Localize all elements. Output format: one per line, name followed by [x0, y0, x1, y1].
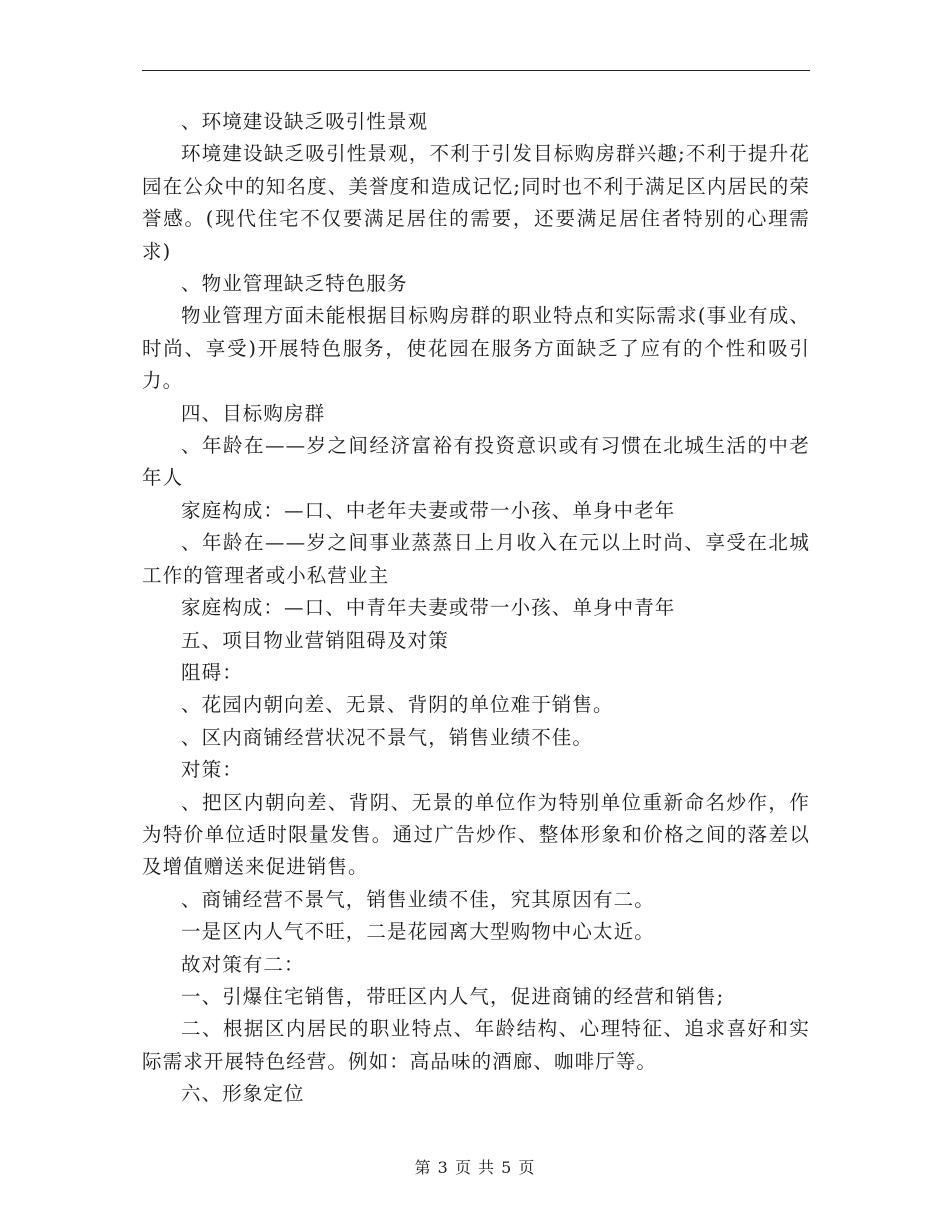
footer-suffix: 页 — [518, 1158, 536, 1177]
paragraph: 、商铺经营不景气，销售业绩不佳，究其原因有二。 — [181, 887, 655, 911]
footer-prefix: 第 — [414, 1158, 432, 1177]
paragraph: 家庭构成：—口、中青年夫妻或带一小孩、单身中青年 — [181, 596, 676, 620]
footer-total-pages: 5 — [501, 1158, 513, 1177]
paragraph: 一是区内人气不旺，二是花园离大型购物中心太近。 — [181, 920, 655, 944]
section-heading: 五、项目物业营销阻碍及对策 — [181, 628, 449, 652]
paragraph: 故对策有二： — [181, 952, 305, 976]
paragraph: 、花园内朝向差、无景、背阴的单位难于销售。 — [181, 693, 614, 717]
paragraph: 、物业管理缺乏特色服务 — [181, 272, 408, 296]
paragraph: 一、引爆住宅销售，带旺区内人气，促进商铺的经营和销售; — [181, 984, 725, 1008]
section-heading: 六、形象定位 — [181, 1082, 305, 1106]
page-footer — [0, 1155, 950, 1178]
paragraph: 、年龄在——岁之间事业蒸蒸日上月收入在元以上时尚、享受在北城工作的管理者或小私营业主 — [142, 531, 810, 587]
paragraph: 家庭构成：—口、中老年夫妻或带一小孩、单身中老年 — [181, 498, 676, 522]
page-body — [142, 106, 810, 1111]
paragraph: 阻碍： — [181, 660, 243, 684]
header-rule — [142, 70, 810, 71]
footer-current-page: 3 — [437, 1158, 449, 1177]
paragraph: 、把区内朝向差、背阴、无景的单位作为特别单位重新命名炒作，作为特价单位适时限量发售。通过广告炒作、整体形象和价格之间的落差以及增值赠送来促进销售。 — [142, 790, 810, 879]
paragraph: 物业管理方面未能根据目标购房群的职业特点和实际需求(事业有成、时尚、享受)开展特色服务，使花园在服务方面缺乏了应有的个性和吸引力。 — [142, 304, 810, 393]
paragraph: 二、根据区内居民的职业特点、年龄结构、心理特征、追求喜好和实际需求开展特色经营。例如：高品味的酒廊、咖啡厅等。 — [142, 1017, 810, 1073]
paragraph: 、年龄在——岁之间经济富裕有投资意识或有习惯在北城生活的中老年人 — [142, 434, 810, 490]
paragraph: 对策： — [181, 758, 243, 782]
paragraph: 环境建设缺乏吸引性景观，不利于引发目标购房群兴趣;不利于提升花园在公众中的知名度、美誉度和造成记忆;同时也不利于满足区内居民的荣誉感。(现代住宅不仅要满足居住的需要，还要满足居住者特别的心理需求) — [142, 142, 810, 263]
section-heading: 四、目标购房群 — [181, 401, 326, 425]
footer-middle: 页 共 — [454, 1158, 496, 1177]
paragraph: 、区内商铺经营状况不景气，销售业绩不佳。 — [181, 725, 594, 749]
paragraph: 、环境建设缺乏吸引性景观 — [181, 110, 429, 133]
